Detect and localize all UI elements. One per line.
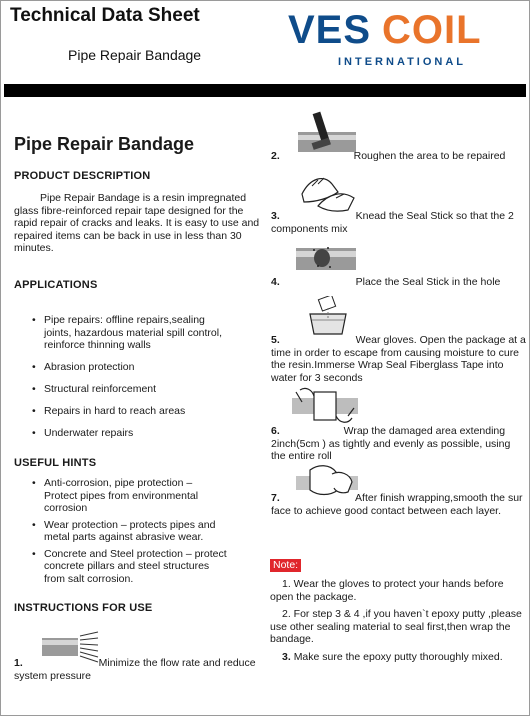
- step-description: Roughen the area to be repaired: [353, 150, 506, 162]
- step-number: 2.: [271, 150, 280, 162]
- product-description-heading: PRODUCT DESCRIPTION: [14, 170, 151, 182]
- wrap-pipe-icon: [292, 386, 358, 426]
- note-item-1: 1. Wear the gloves to protect your hands before open the package.: [270, 578, 504, 603]
- applications-heading: APPLICATIONS: [14, 279, 98, 291]
- step-number: 6.: [271, 425, 280, 437]
- header-divider-bar: [4, 84, 526, 97]
- doc-title: Technical Data Sheet: [10, 5, 200, 26]
- logo-ves: VES: [288, 8, 372, 52]
- product-description-text: [14, 192, 260, 255]
- step-number: 5.: [271, 334, 280, 346]
- logo-coil: COIL: [382, 8, 482, 52]
- step-4-text: [271, 276, 527, 289]
- note-item-3: [270, 651, 530, 664]
- useful-hints-list: [14, 477, 228, 589]
- list-item: • Repairs in hard to reach areas: [14, 405, 228, 418]
- list-item: • Abrasion protection: [14, 361, 228, 374]
- water-immerse-icon: [306, 296, 350, 336]
- list-item: • Concrete and Steel protection – protect concrete pillars and steel structures from salt corrosion.: [14, 548, 228, 586]
- step-number: 1.: [14, 657, 23, 669]
- step-description: Minimize the flow rate and reduce system pressure: [14, 657, 256, 682]
- list-item: • Pipe repairs: offline repairs,sealing joints, hazardous material spill control, reinforce thinning walls: [14, 314, 228, 352]
- step-number: 7.: [271, 492, 280, 504]
- list-item: • Wear protection – protects pipes and metal parts against abrasive wear.: [14, 519, 228, 544]
- list-item: • Anti-corrosion, pipe protection – Protect pipes from environmental corrosion: [14, 477, 228, 515]
- product-description-body: Pipe Repair Bandage is a resin impregnated glass fibre-reinforced repair tape designed for the rapid repair of cracks and leaks. It is easy to use and repaired items can be back in use in less than 30 minutes.: [14, 192, 260, 254]
- applications-list: [14, 314, 228, 449]
- note-label: Note:: [270, 559, 301, 572]
- useful-hints-heading: USEFUL HINTS: [14, 457, 97, 469]
- list-item: • Structural reinforcement: [14, 383, 228, 396]
- main-title: Pipe Repair Bandage: [14, 134, 195, 154]
- instructions-heading: INSTRUCTIONS FOR USE: [14, 602, 153, 614]
- step-7-text: [271, 492, 527, 517]
- seal-stick-pipe-icon: [296, 240, 356, 276]
- logo-subtitle: INTERNATIONAL: [338, 56, 467, 68]
- step-number: 4.: [271, 276, 280, 288]
- step-2-text: [271, 150, 527, 163]
- note-item-3-number: 3.: [282, 651, 291, 663]
- step-description: Knead the Seal Stick so that the 2 components mix: [271, 210, 514, 235]
- knead-hands-icon: [298, 168, 360, 214]
- step-description: Wrap the damaged area extending 2inch(5cm ) as tightly and evenly as possible, using the entire roll: [271, 425, 511, 462]
- note-item-3-text: Make sure the epoxy putty thoroughly mixed.: [293, 651, 503, 663]
- step-description: Wear gloves. Open the package at a time in order to escape from causing moisture to cure the resin.Immerse Wrap Seal Fiberglass Tape into water for 3 seconds: [271, 334, 526, 384]
- step-description: After finish wrapping,smooth the sur face to achieve good contact between each layer.: [271, 492, 523, 517]
- step-3-text: [271, 210, 527, 235]
- doc-subtitle: Pipe Repair Bandage: [68, 47, 202, 63]
- list-item: • Underwater repairs: [14, 427, 228, 440]
- step-number: 3.: [271, 210, 280, 222]
- step-5-text: [271, 334, 527, 384]
- note-item-2: 2. For step 3 & 4 ,if you haven`t epoxy putty ,please use other sealing material to seal first,then wrap the bandage.: [270, 608, 522, 645]
- step-description: Place the Seal Stick in the hole: [355, 276, 501, 288]
- step-1-text: [14, 657, 260, 682]
- step-6-text: [271, 425, 527, 463]
